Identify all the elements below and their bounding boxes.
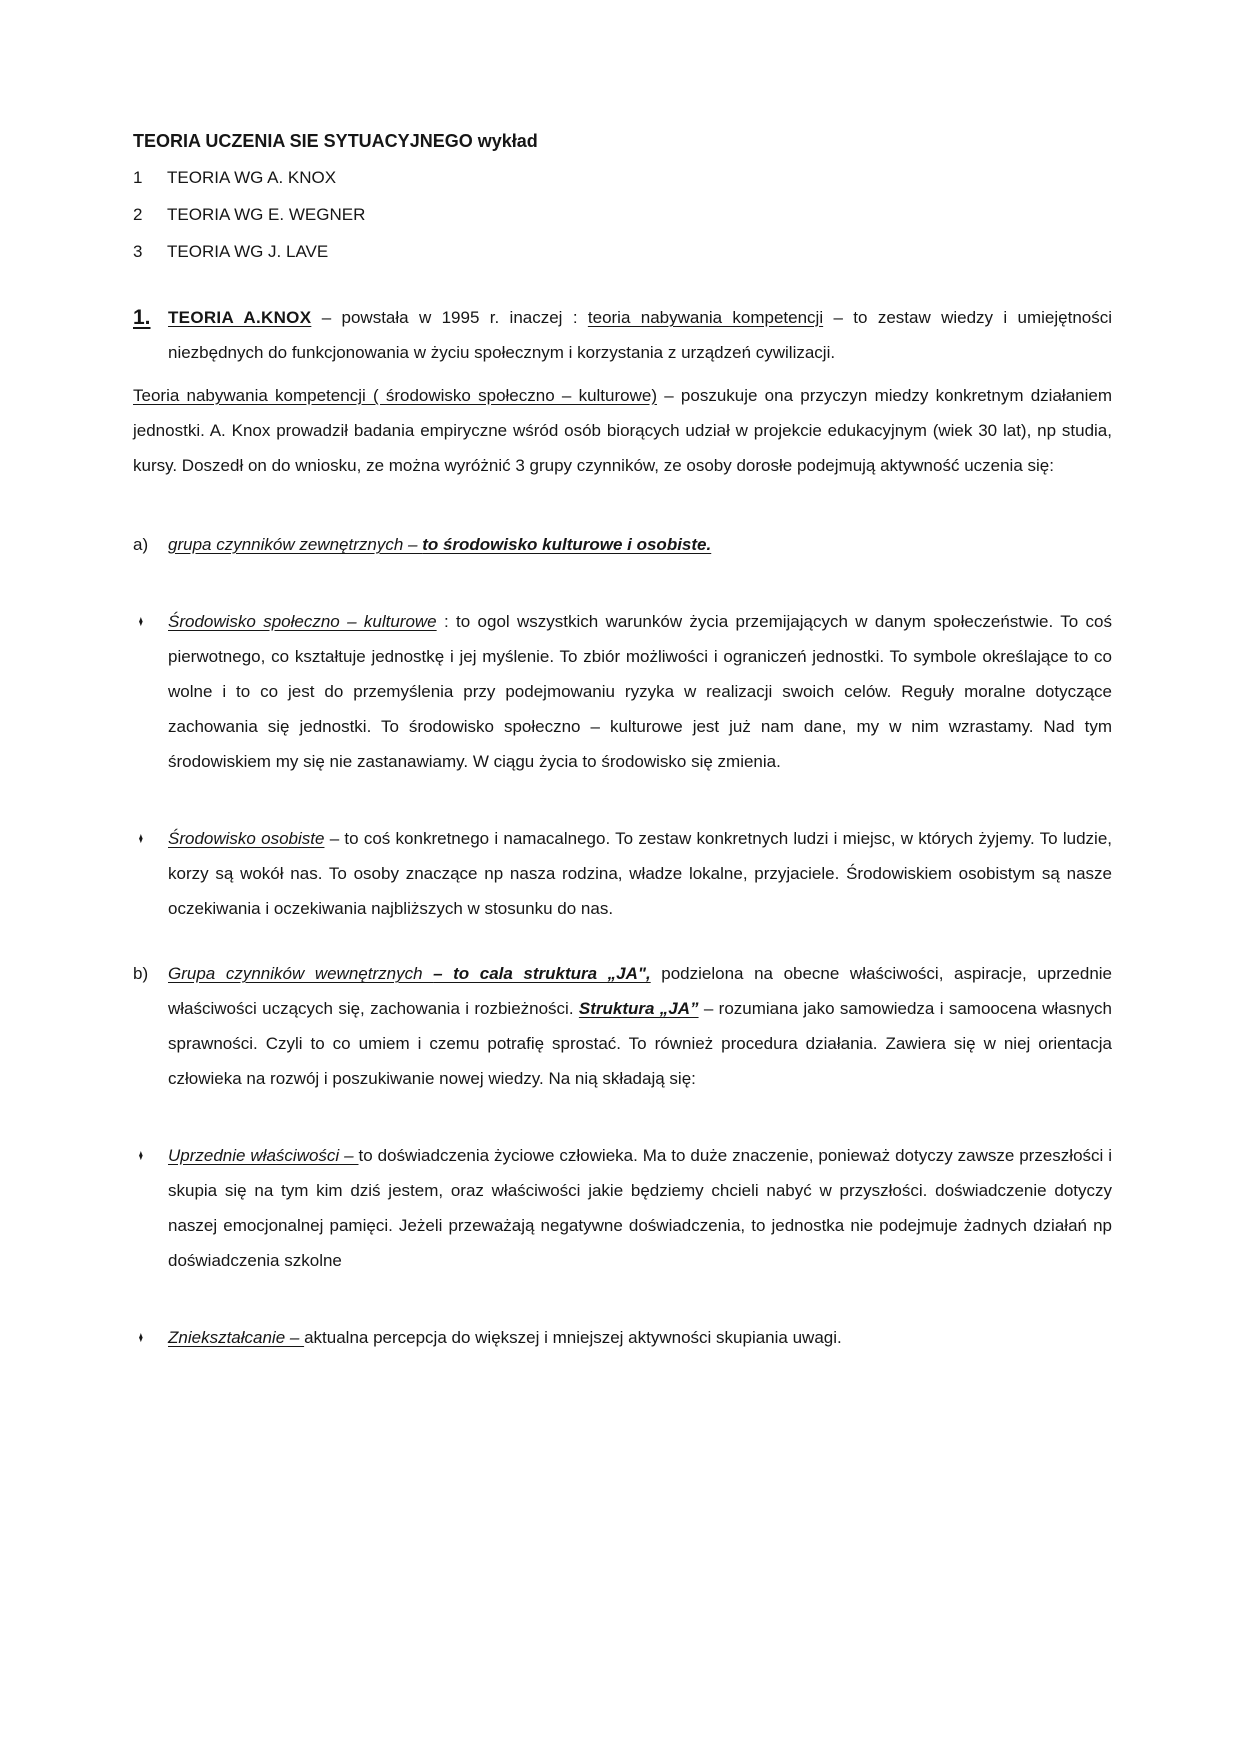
section-1-number: 1. <box>133 306 151 329</box>
toc-item-label: TEORIA WG A. KNOX <box>167 168 337 187</box>
list-item-b-marker: b) <box>133 964 149 983</box>
toc-item <box>133 161 1112 195</box>
kompetencje-text: – poszukuje ona przyczyn miedzy konkretnym działaniem jednostki. A. Knox prowadził badania empiryczne wśród osób biorących udział w projekcie edukacyjnym (wiek 30 lat), np studia, kursy. Doszedł on do wniosku, ze można wyróżnić 3 grupy czynników, ze osoby dorosłe podejmują aktywność uczenia się: <box>133 386 1112 475</box>
toc-item <box>133 235 1112 269</box>
bullet-uprzednie-wlasciwosci <box>138 1138 1113 1278</box>
item-a-italic-lead: grupa czynników zewnętrznych – <box>168 535 423 554</box>
kompetencje-underlined-lead: Teoria nabywania kompetencji ( środowisko społeczno – kulturowe) <box>133 386 657 405</box>
bullet-diamond-icon: ♦ <box>138 1147 143 1164</box>
bullet-body: : to ogol wszystkich warunków życia przemijających w danym społeczeństwie. To coś pierwotnego, co kształtuje jednostkę i jej myślenie. To zbiór możliwości i ograniczeń jednostki. To symbole określające to co wolne i to co jest do przemyślenia przy podejmowaniu ryzyka w realizacji swoich celów. Reguły moralne dotyczące zachowania się jednostki. To środowisko społeczno – kulturowe jest już nam dane, my w nim wzrastamy. Nad tym środowiskiem my się nie zastanawiamy. W ciągu życia to środowisko się zmienia. <box>168 612 1112 771</box>
item-a-bold-part: to środowisko kulturowe i osobiste. <box>422 535 712 554</box>
bullet-diamond-icon: ♦ <box>138 613 143 630</box>
item-b-text: – rozumiana jako samowiedza i samoocena własnych sprawności. Czyli to co umiem i czemu potrafię sprostać. To również procedura działania. Zawiera się w niej orientacja człowieka na rozwój i poszukiwanie nowej wiedzy. Na nią składają się: <box>168 999 1112 1088</box>
toc-item-number: 3 <box>133 242 143 261</box>
list-item-a <box>133 527 1112 562</box>
bullet-lead: Uprzednie właściwości – <box>168 1146 359 1165</box>
toc-item-number: 2 <box>133 205 143 224</box>
bullet-lead: Środowisko społeczno – kulturowe <box>168 612 437 631</box>
bullet-lead: Środowisko osobiste <box>168 829 325 848</box>
document-title: TEORIA UCZENIA SIE SYTUACYJNEGO wykład <box>133 131 538 151</box>
item-b-text: podzielona na obecne właściwości, aspiracje, uprzednie właściwości uczących się, zachowania i rozbieżności. <box>168 964 1113 1018</box>
bullet-srodowisko-osobiste <box>138 821 1112 926</box>
bullet-diamond-icon: ♦ <box>138 1329 143 1346</box>
section-1-text: – powstała w 1995 r. inaczej : <box>311 308 588 327</box>
toc-item-label: TEORIA WG E. WEGNER <box>167 205 366 224</box>
bullet-znieksztalcanie <box>138 1320 1112 1355</box>
section-1-text: – to zestaw wiedzy i umiejętności niezbędnych do funkcjonowania w życiu społecznym i korzystania z urządzeń cywilizacji. <box>168 308 1113 362</box>
bullet-lead: Zniekształcanie – <box>168 1328 305 1347</box>
toc-item-label: TEORIA WG J. LAVE <box>167 242 329 261</box>
item-b-struktura-ja-term: Struktura „JA” <box>578 999 699 1018</box>
kompetencje-paragraph <box>133 378 1112 483</box>
bullet-body: – to coś konkretnego i namacalnego. To zestaw konkretnych ludzi i miejsc, w których żyjemy. To ludzie, korzy są wokół nas. To osoby znaczące np nasza rodzina, władze lokalne, przyjaciele. Środowiskiem osobistym są nasze oczekiwania i oczekiwania najbliższych w stosunku do nas. <box>168 829 1112 918</box>
bullet-diamond-icon: ♦ <box>138 830 143 847</box>
item-b-italic-lead: Grupa czynników wewnętrznych <box>168 964 434 983</box>
bullet-body: aktualna percepcja do większej i mniejszej aktywności skupiania uwagi. <box>304 1328 842 1347</box>
section-1-underlined-term: teoria nabywania kompetencji <box>587 308 824 327</box>
bullet-body: to doświadczenia życiowe człowieka. Ma to duże znaczenie, ponieważ dotyczy zawsze przeszłości i skupia się na tym kim dziś jestem, oraz właściwości jakie będziemy chcieli nabyć w przyszłości. doświadczenie dotyczy naszej emocjonalnej pamięci. Jeżeli przeważają negatywne doświadczenia, to jednostka nie podejmuje żadnych działań np doświadczenia szkolne <box>168 1146 1113 1270</box>
bullet-srodowisko-spoleczno-kulturowe <box>138 604 1112 779</box>
toc-item <box>133 198 1112 232</box>
toc-item-number: 1 <box>133 168 143 187</box>
section-1-heading: TEORIA A.KNOX <box>168 308 312 327</box>
section-1-paragraph <box>133 300 1113 370</box>
list-item-b <box>133 956 1113 1096</box>
item-b-bold-part: – to cala struktura „JA", <box>433 964 651 983</box>
list-item-a-marker: a) <box>133 535 149 554</box>
